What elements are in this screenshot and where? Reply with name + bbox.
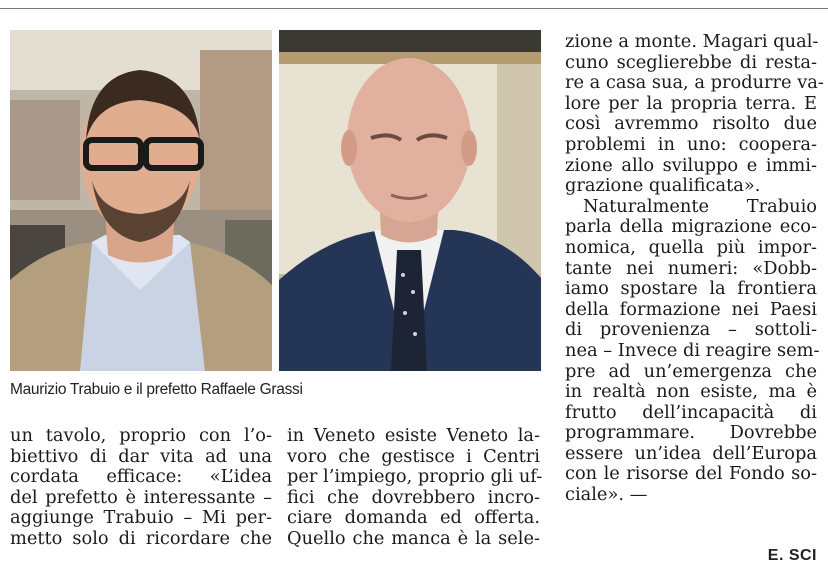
text-line: zione allo sviluppo e immi- xyxy=(565,154,817,176)
text-line: essere un’idea dell’Europa xyxy=(565,442,817,464)
article-column-2 xyxy=(287,425,543,550)
text-line: zione a monte. Magari qual- xyxy=(565,31,819,52)
text-line: Naturalmente Trabuio xyxy=(583,195,817,217)
article-column-1 xyxy=(10,426,272,550)
text-line: tante nei numeri: «Dobb- xyxy=(565,257,817,279)
text-line: ciale». — xyxy=(565,484,648,506)
text-line: di provenienza – sottoli- xyxy=(565,319,817,341)
text-line: in Veneto esiste Veneto la- xyxy=(287,425,540,446)
text-line: pre ad un’emergenza che xyxy=(565,360,817,382)
text-line: nea – Invece di reagire sem- xyxy=(565,339,820,361)
photo-raffaele-grassi xyxy=(279,30,541,371)
text-line: così avremmo risolto due xyxy=(565,113,817,135)
text-line: re a casa sua, a produrre va- xyxy=(565,72,824,94)
text-line: lore per la propria terra. E xyxy=(565,92,817,114)
text-line: cordata efficace: «L’idea xyxy=(10,466,272,488)
text-line: nomica, quella più impor- xyxy=(565,236,817,258)
text-line: per l’impiego, proprio gli uf- xyxy=(287,466,543,488)
text-line: grazione qualificata». xyxy=(565,175,761,197)
text-line: ciare domanda ed offerta. xyxy=(287,507,540,529)
article-column-3 xyxy=(565,31,824,506)
photo-maurizio-trabuio xyxy=(10,30,272,371)
text-line: con le risorse del Fondo so- xyxy=(565,463,817,485)
text-line: problemi in uno: coopera- xyxy=(565,133,817,155)
text-line: cuno sceglierebbe di resta- xyxy=(565,51,817,73)
text-line: frutto dell’incapacità di xyxy=(565,401,817,423)
text-line: parla della migrazione eco- xyxy=(565,216,817,238)
text-line: del prefetto è interessante – xyxy=(10,486,272,508)
text-line: della formazione nei Paesi xyxy=(565,298,817,320)
text-line: un tavolo, proprio con l’o- xyxy=(10,425,272,446)
text-line: metto solo di ricordare che xyxy=(10,527,272,549)
text-line: programmare. Dovrebbe xyxy=(565,422,817,444)
photo-caption: Maurizio Trabuio e il prefetto Raffaele Grassi xyxy=(10,381,303,398)
text-line: voro che gestisce i Centri xyxy=(287,445,540,467)
text-line: aggiunge Trabuio – Mi per- xyxy=(10,507,272,529)
text-line: iamo spostare la frontiera xyxy=(565,278,817,300)
text-line: Quello che manca è la sele- xyxy=(287,527,540,549)
top-rule xyxy=(0,8,828,9)
text-line: in realtà non esiste, ma è xyxy=(565,381,817,403)
author-signature: E. SCI xyxy=(767,547,817,564)
text-line: biettivo di dar vita ad una xyxy=(10,445,272,467)
text-line: fici che dovrebbero incro- xyxy=(287,486,540,508)
